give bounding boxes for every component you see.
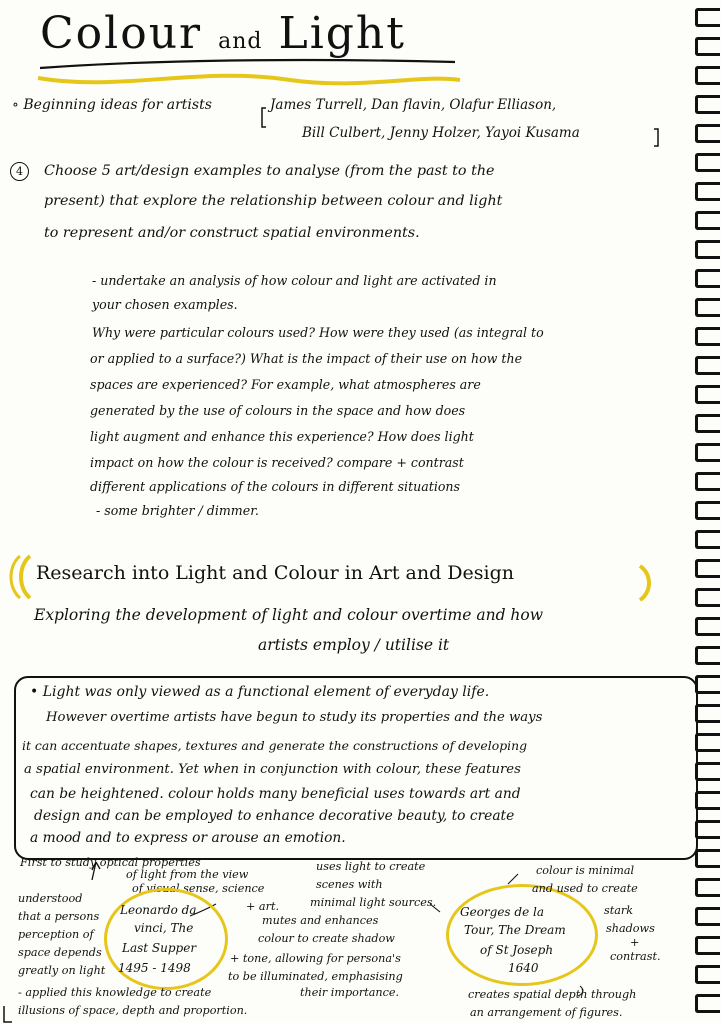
research-heading: Research into Light and Colour in Art and Design [36,562,514,584]
georges-line-1: Georges de la [460,905,544,919]
box-line-2: However overtime artists have begun to study its properties and the ways [46,710,543,725]
box-line-7: a mood and to express or arouse an emotion. [30,830,346,846]
note-of-light-2: of visual sense, science [132,882,265,895]
task-sub-line-3: Why were particular colours used? How were they used (as integral to [92,325,544,340]
task-sub-line-7: light augment and enhance this experience? How does light [90,429,474,444]
georges-line-4: 1640 [508,961,539,975]
georges-line-2: Tour, The Dream [464,923,566,937]
artists-line-1: James Turrell, Dan flavin, Olafur Elliason, [270,97,557,113]
task-sub-line-5: spaces are experienced? For example, what atmospheres are [90,377,481,392]
mutes-2: colour to create shadow [258,932,395,945]
creates-2: an arrangement of figures. [470,1006,623,1019]
box-line-3: it can accentuate shapes, textures and generate the constructions of developing [22,738,527,753]
box-line-1: • Light was only viewed as a functional element of everyday life. [30,684,490,700]
applied-1: - applied this knowledge to create [18,986,212,999]
mutes-4: to be illuminated, emphasising [228,970,403,983]
colour-minimal-1: colour is minimal [536,864,635,877]
mutes-3: + tone, allowing for persona's [230,952,401,965]
artists-line-2: Bill Culbert, Jenny Holzer, Yayoi Kusama [302,125,580,141]
note-understood-5: greatly on light [18,964,106,977]
creates-1: creates spatial depth through [468,988,637,1001]
note-of-light-3: + art. [246,900,279,913]
mutes-1: mutes and enhances [262,914,379,927]
task-line-3: to represent and/or construct spatial environments. [44,225,420,241]
colour-minimal-3: stark [604,904,634,917]
task-sub-line-8: impact on how the colour is received? compare + contrast [90,455,464,470]
task-sub-line-6: generated by the use of colours in the space and how does [90,403,466,418]
task-sub-line-10: - some brighter / dimmer. [96,503,259,518]
leonardo-line-4: 1495 - 1498 [118,961,191,975]
task-line-1: Choose 5 art/design examples to analyse (from the past to the [44,163,495,179]
task-sub-line-9: different applications of the colours in different situations [90,479,460,494]
leonardo-line-1: Leonardo da [120,903,197,917]
uses-light-1: uses light to create [316,860,426,873]
applied-2: illusions of space, depth and proportion. [18,1004,248,1017]
georges-line-3: of St Joseph [480,943,554,957]
task-line-2: present) that explore the relationship between colour and light [44,193,503,209]
research-subheading-line-2: artists employ / utilise it [258,636,450,654]
colour-minimal-2: and used to create [532,882,638,895]
colour-minimal-4: shadows [606,922,655,935]
leonardo-line-2: vinci, The [134,921,194,935]
box-line-4: a spatial environment. Yet when in conjunction with colour, these features [24,762,521,777]
task-sub-line-4: or applied to a surface?) What is the impact of their use on how the [90,351,523,366]
note-understood-4: space depends [18,946,102,959]
colour-minimal-6: contrast. [610,950,661,963]
task-number-badge: 4 [10,162,29,181]
intro-bullet: ∘ Beginning ideas for artists [12,97,212,113]
box-line-5: can be heightened. colour holds many beneficial uses towards art and [30,786,521,802]
colour-minimal-5: + [630,936,640,949]
uses-light-2: scenes with [316,878,383,891]
box-line-6: design and can be employed to enhance decorative beauty, to create [34,808,515,824]
note-first-study: First to study optical properties [20,856,201,869]
note-of-light-1: of light from the view [126,868,249,881]
task-sub-line-1: - undertake an analysis of how colour and light are activated in [92,273,497,288]
mutes-5: their importance. [300,986,400,999]
task-sub-line-2: your chosen examples. [92,297,238,312]
page-title: Colour and Light [40,8,406,59]
uses-light-3: minimal light sources. [310,896,437,909]
research-subheading-line-1: Exploring the development of light and colour overtime and how [34,606,543,624]
note-understood-2: that a persons [18,910,100,923]
note-understood-3: perception of [18,928,94,941]
note-understood-1: understood [18,892,83,905]
leonardo-line-3: Last Supper [122,941,197,955]
